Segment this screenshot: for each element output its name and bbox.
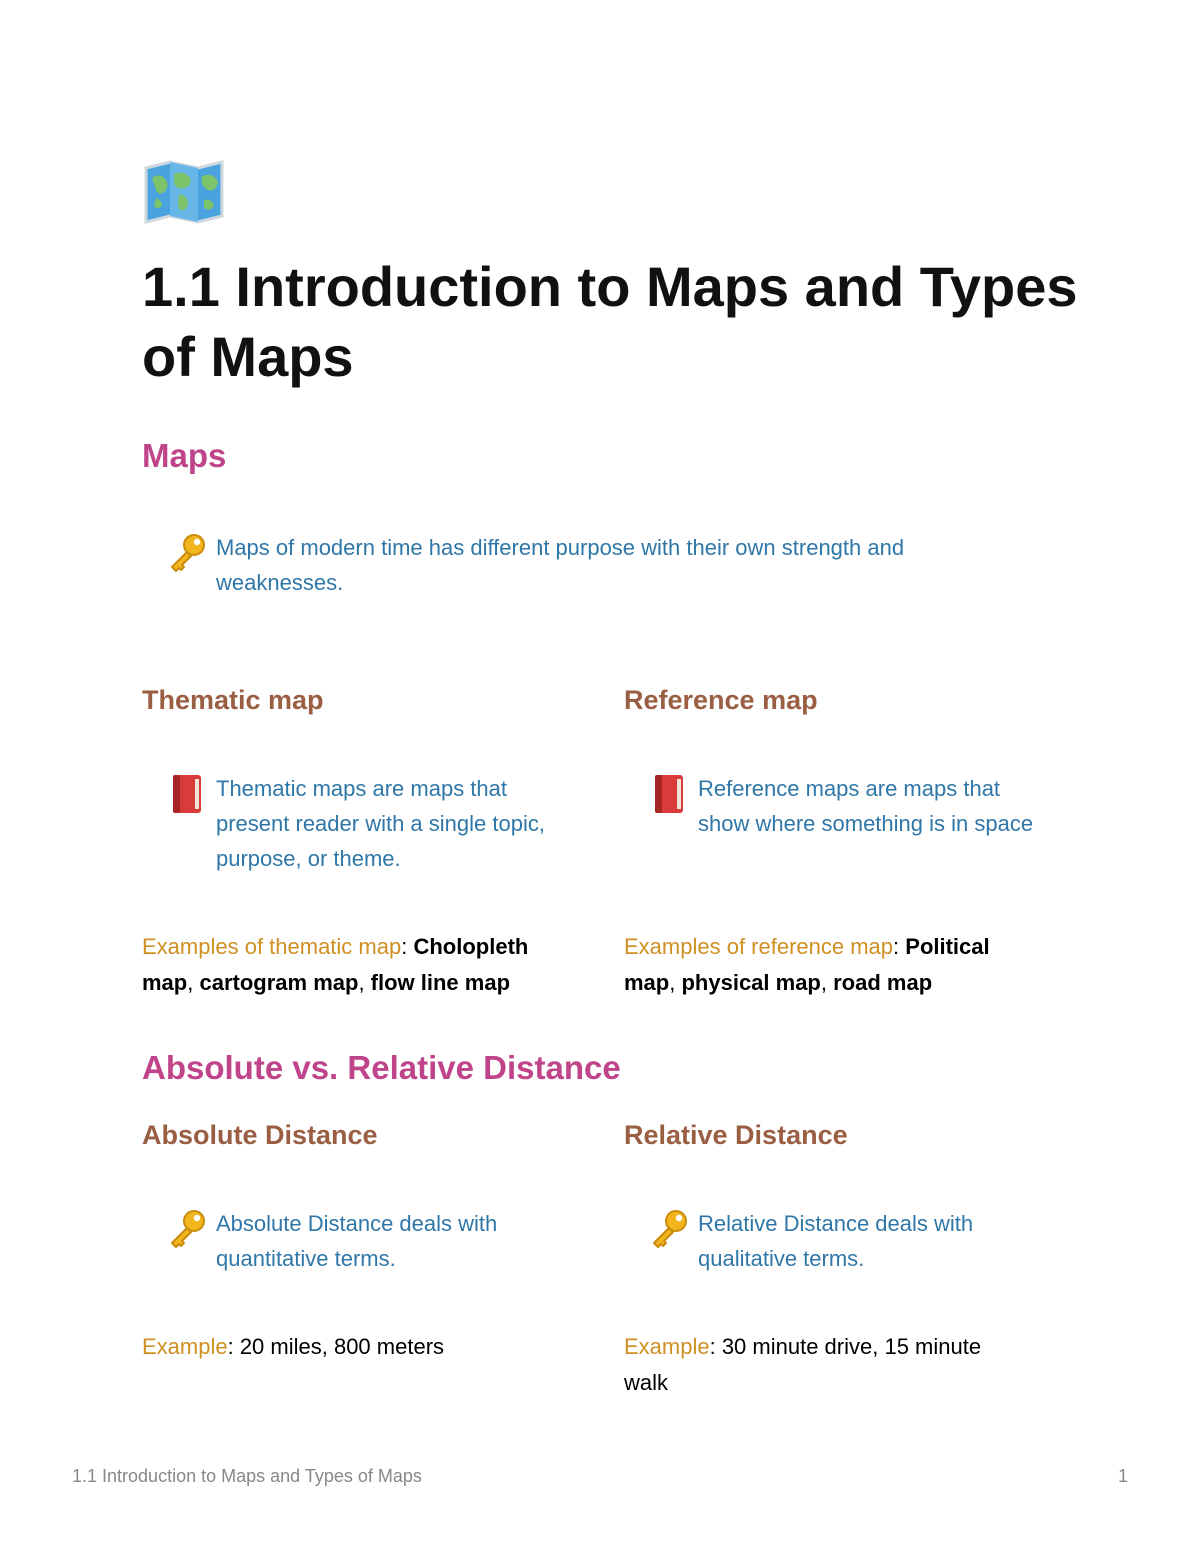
maps-callout	[158, 530, 988, 600]
relative-callout-text: Relative Distance deals with qualitative terms.	[698, 1211, 974, 1271]
page-title: 1.1 Introduction to Maps and Types of Maps	[142, 255, 1078, 388]
thematic-examples	[142, 929, 582, 1001]
relative-callout	[640, 1206, 1060, 1276]
maps-heading: Maps	[142, 437, 227, 474]
reference-examples-label: Examples of reference map	[624, 934, 894, 959]
key-icon	[158, 1206, 216, 1250]
separator: ,	[187, 970, 200, 995]
separator: :	[893, 934, 906, 959]
relative-example-label: Example	[624, 1334, 710, 1359]
absolute-callout-text: Absolute Distance deals with quantitative terms.	[216, 1211, 498, 1271]
separator: ,	[820, 970, 834, 995]
example-item: flow line map	[370, 970, 511, 995]
separator: :	[401, 934, 414, 959]
absolute-example-value: : 20 miles, 800 meters	[227, 1334, 445, 1359]
maps-callout-text: Maps of modern time has different purpose with their own strength and weaknesses.	[216, 535, 905, 595]
thematic-callout-text: Thematic maps are maps that present reader with a single topic, purpose, or theme.	[216, 776, 545, 871]
key-icon	[158, 530, 216, 574]
world-map-icon	[142, 158, 226, 226]
relative-example-value: : 30 minute drive, 15 minute walk	[624, 1334, 982, 1395]
example-item: Cholopleth map	[142, 934, 529, 995]
reference-examples	[624, 929, 1044, 1001]
distance-heading: Absolute vs. Relative Distance	[142, 1049, 621, 1086]
page-number: 1	[1118, 1466, 1129, 1486]
thematic-callout	[158, 771, 578, 876]
reference-callout	[640, 771, 1060, 841]
absolute-example	[142, 1329, 582, 1365]
example-item: road map	[833, 970, 933, 995]
thematic-map-heading: Thematic map	[142, 685, 324, 715]
absolute-callout	[158, 1206, 578, 1276]
relative-distance-heading: Relative Distance	[624, 1120, 848, 1150]
key-icon	[640, 1206, 698, 1250]
red-book-icon	[158, 771, 216, 815]
reference-map-heading: Reference map	[624, 685, 818, 715]
absolute-distance-heading: Absolute Distance	[142, 1120, 378, 1150]
example-item: cartogram map	[199, 970, 359, 995]
red-book-icon	[640, 771, 698, 815]
absolute-example-label: Example	[142, 1334, 228, 1359]
footer-title: 1.1 Introduction to Maps and Types of Maps	[72, 1466, 422, 1486]
reference-callout-text: Reference maps are maps that show where something is in space	[698, 776, 1034, 836]
example-item: physical map	[681, 970, 821, 995]
example-item: Political map	[624, 934, 990, 995]
relative-example	[624, 1329, 1024, 1401]
separator: ,	[358, 970, 371, 995]
thematic-examples-label: Examples of thematic map	[142, 934, 402, 959]
separator: ,	[669, 970, 682, 995]
